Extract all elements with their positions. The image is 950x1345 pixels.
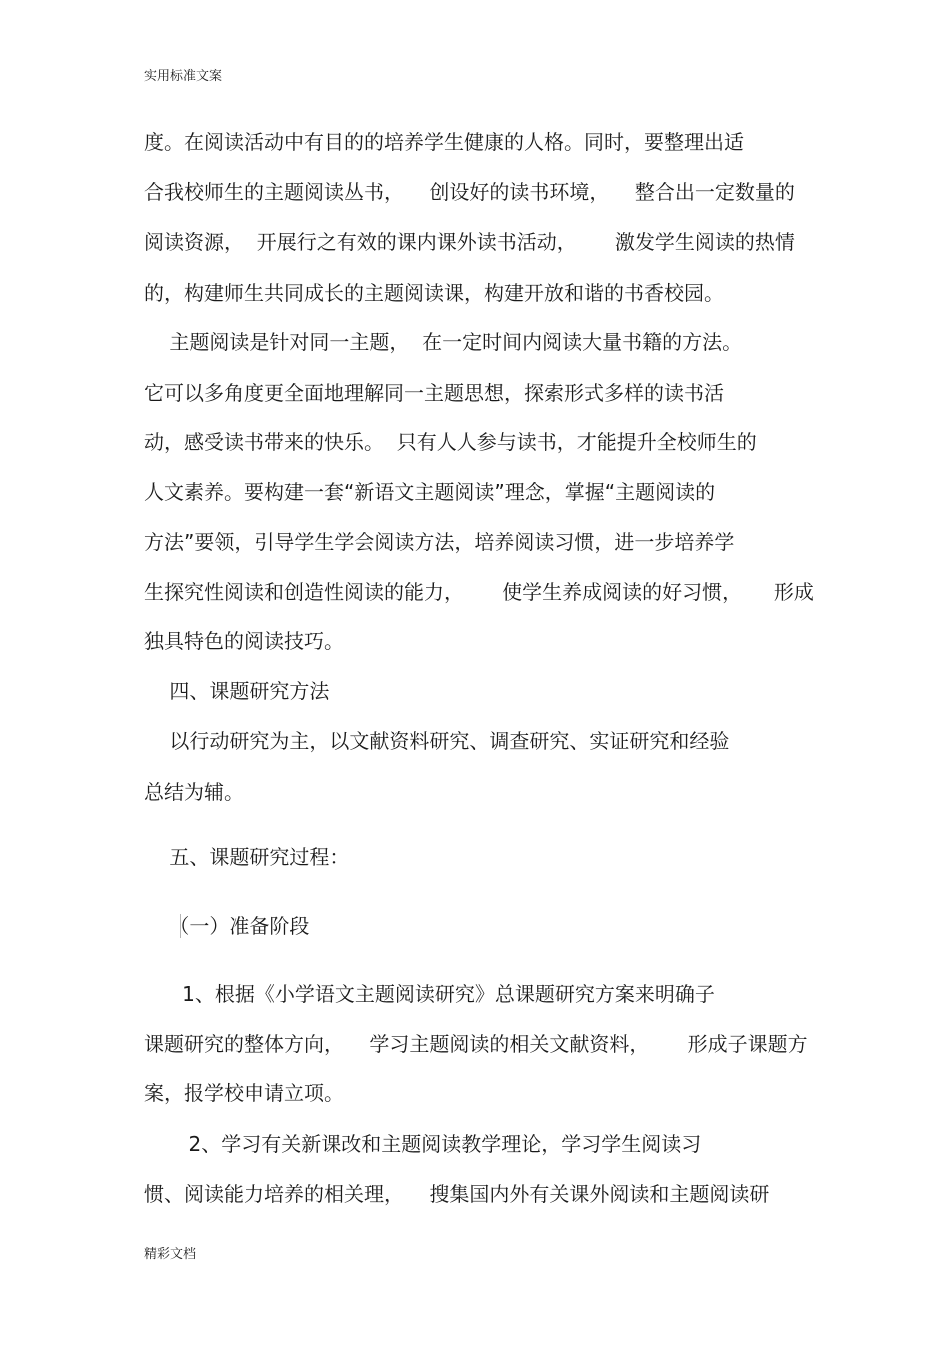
- paragraph-line: 度。在阅读活动中有目的的培养学生健康的人格。同时，要整理出适: [144, 130, 744, 154]
- paragraph-line: 它可以多角度更全面地理解同一主题思想，探索形式多样的读书活: [144, 381, 724, 405]
- paragraph-line: 方法”要领，引导学生学会阅读方法，培养阅读习惯，进一步培养学: [144, 530, 735, 554]
- paragraph-line: 案，报学校申请立项。: [144, 1081, 344, 1105]
- paragraph-line: 以行动研究为主，以文献资料研究、调查研究、实证研究和经验: [144, 729, 730, 753]
- page-footer: 精彩文档: [144, 1247, 197, 1262]
- paragraph-line: 人文素养。要构建一套“新语文主题阅读”理念，掌握“主题阅读的: [144, 480, 716, 504]
- paragraph-line: 的，构建师生共同成长的主题阅读课，构建开放和谐的书香校园。: [144, 281, 724, 305]
- paragraph-line: 动，感受读书带来的快乐。 只有人人参与读书，才能提升全校师生的: [144, 430, 757, 454]
- paragraph-line: 惯、阅读能力培养的相关理， 搜集国内外有关课外阅读和主题阅读研: [144, 1182, 770, 1206]
- paragraph-line: 课题研究的整体方向， 学习主题阅读的相关文献资料， 形成子课题方: [144, 1032, 808, 1056]
- paragraph-line: 合我校师生的主题阅读丛书， 创设好的读书环境， 整合出一定数量的: [144, 180, 795, 204]
- paragraph-line: 2、学习有关新课改和主题阅读教学理论，学习学生阅读习: [144, 1132, 702, 1156]
- paragraph-line: 生探究性阅读和创造性阅读的能力， 使学生养成阅读的好习惯， 形成: [144, 580, 814, 604]
- section-heading: 四、课题研究方法: [144, 679, 330, 703]
- paragraph-line: 主题阅读是针对同一主题， 在一定时间内阅读大量书籍的方法。: [144, 330, 743, 354]
- paragraph-line: 阅读资源， 开展行之有效的课内课外读书活动， 激发学生阅读的热情: [144, 230, 795, 254]
- page-header: 实用标准文案: [144, 69, 223, 84]
- paragraph-line: 总结为辅。: [144, 780, 244, 804]
- section-heading: 五、课题研究过程：: [144, 845, 350, 869]
- subsection-heading: （一）准备阶段: [144, 914, 310, 938]
- paragraph-line: 独具特色的阅读技巧。: [144, 629, 344, 653]
- paragraph-line: 1、根据《小学语文主题阅读研究》总课题研究方案来明确子: [144, 982, 715, 1006]
